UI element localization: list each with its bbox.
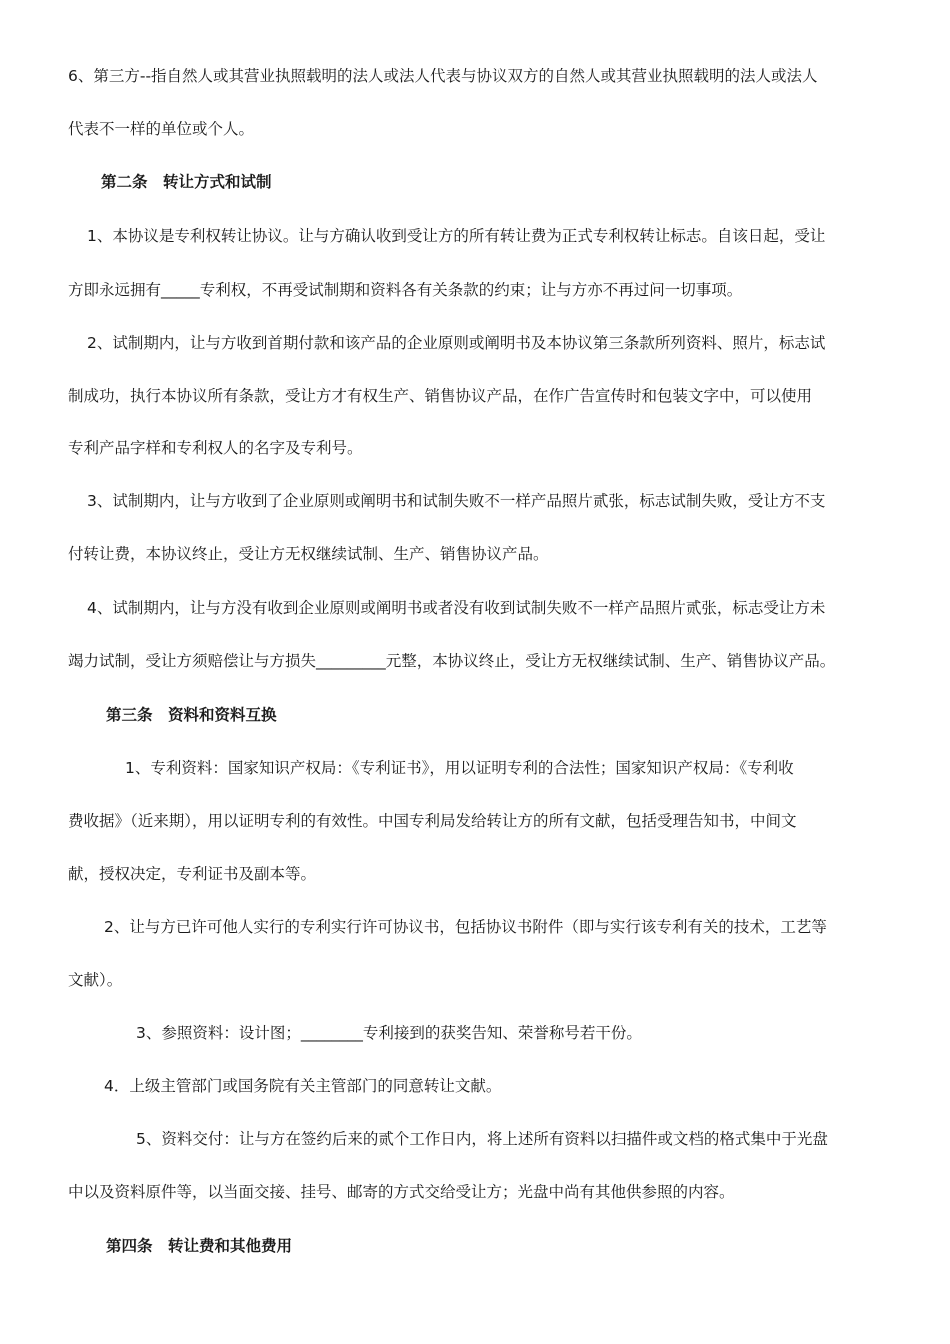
paragraph-line: 制成功，执行本协议所有条款，受让方才有权生产、销售协议产品，在作广告宣传时和包装文字中，可以使用 <box>68 387 813 405</box>
paragraph-line: 文献）。 <box>68 971 123 989</box>
paragraph-line: 费收据》（近来期），用以证明专利的有效性。中国专利局发给转让方的所有文献，包括受理告知书，中间文 <box>68 812 797 830</box>
paragraph-line: 4、试制期内，让与方没有收到企业原则或阐明书或者没有收到试制失败不一样产品照片贰张，标志受让方未 <box>87 599 826 617</box>
paragraph-line: 2、试制期内，让与方收到首期付款和该产品的企业原则或阐明书及本协议第三条款所列资料、照片，标志试 <box>87 334 826 352</box>
paragraph-line: 5、资料交付：让与方在签约后来的贰个工作日内，将上述所有资料以扫描件或文档的格式集中于光盘 <box>136 1130 828 1148</box>
paragraph-line: 3、参照资料：设计图；________专利接到的获奖告知、荣誉称号若干份。 <box>136 1024 642 1042</box>
paragraph-line: 代表不一样的单位或个人。 <box>68 120 255 138</box>
section-heading: 第四条 转让费和其他费用 <box>106 1237 293 1255</box>
paragraph-line: 献，授权决定，专利证书及副本等。 <box>68 865 317 883</box>
paragraph-line: 1、本协议是专利权转让协议。让与方确认收到受让方的所有转让费为正式专利权转让标志。自该日起，受让 <box>87 227 826 245</box>
paragraph-line: 付转让费，本协议终止，受让方无权继续试制、生产、销售协议产品。 <box>68 545 549 563</box>
paragraph-line: 2、让与方已许可他人实行的专利实行许可协议书，包括协议书附件（即与实行该专利有关的技术，工艺等 <box>104 918 827 936</box>
paragraph-line: 4．上级主管部门或国务院有关主管部门的同意转让文献。 <box>104 1077 502 1095</box>
section-heading: 第二条 转让方式和试制 <box>101 173 272 191</box>
paragraph-line: 中以及资料原件等，以当面交接、挂号、邮寄的方式交给受让方；光盘中尚有其他供参照的内容。 <box>68 1183 735 1201</box>
section-heading: 第三条 资料和资料互换 <box>106 706 277 724</box>
paragraph-line: 1、专利资料：国家知识产权局：《专利证书》，用以证明专利的合法性；国家知识产权局：《专利收 <box>125 759 794 777</box>
paragraph-line: 专利产品字样和专利权人的名字及专利号。 <box>68 439 363 457</box>
paragraph-line: 竭力试制，受让方须赔偿让与方损失_________元整，本协议终止，受让方无权继续试制、生产、销售协议产品。 <box>68 652 836 670</box>
paragraph-line: 3、试制期内，让与方收到了企业原则或阐明书和试制失败不一样产品照片贰张，标志试制失败，受让方不支 <box>87 492 826 510</box>
paragraph-line: 方即永远拥有_____专利权，不再受试制期和资料各有关条款的约束；让与方亦不再过问一切事项。 <box>68 281 743 299</box>
paragraph-line: 6、第三方--指自然人或其营业执照载明的法人或法人代表与协议双方的自然人或其营业执照载明的法人或法人 <box>68 67 818 85</box>
